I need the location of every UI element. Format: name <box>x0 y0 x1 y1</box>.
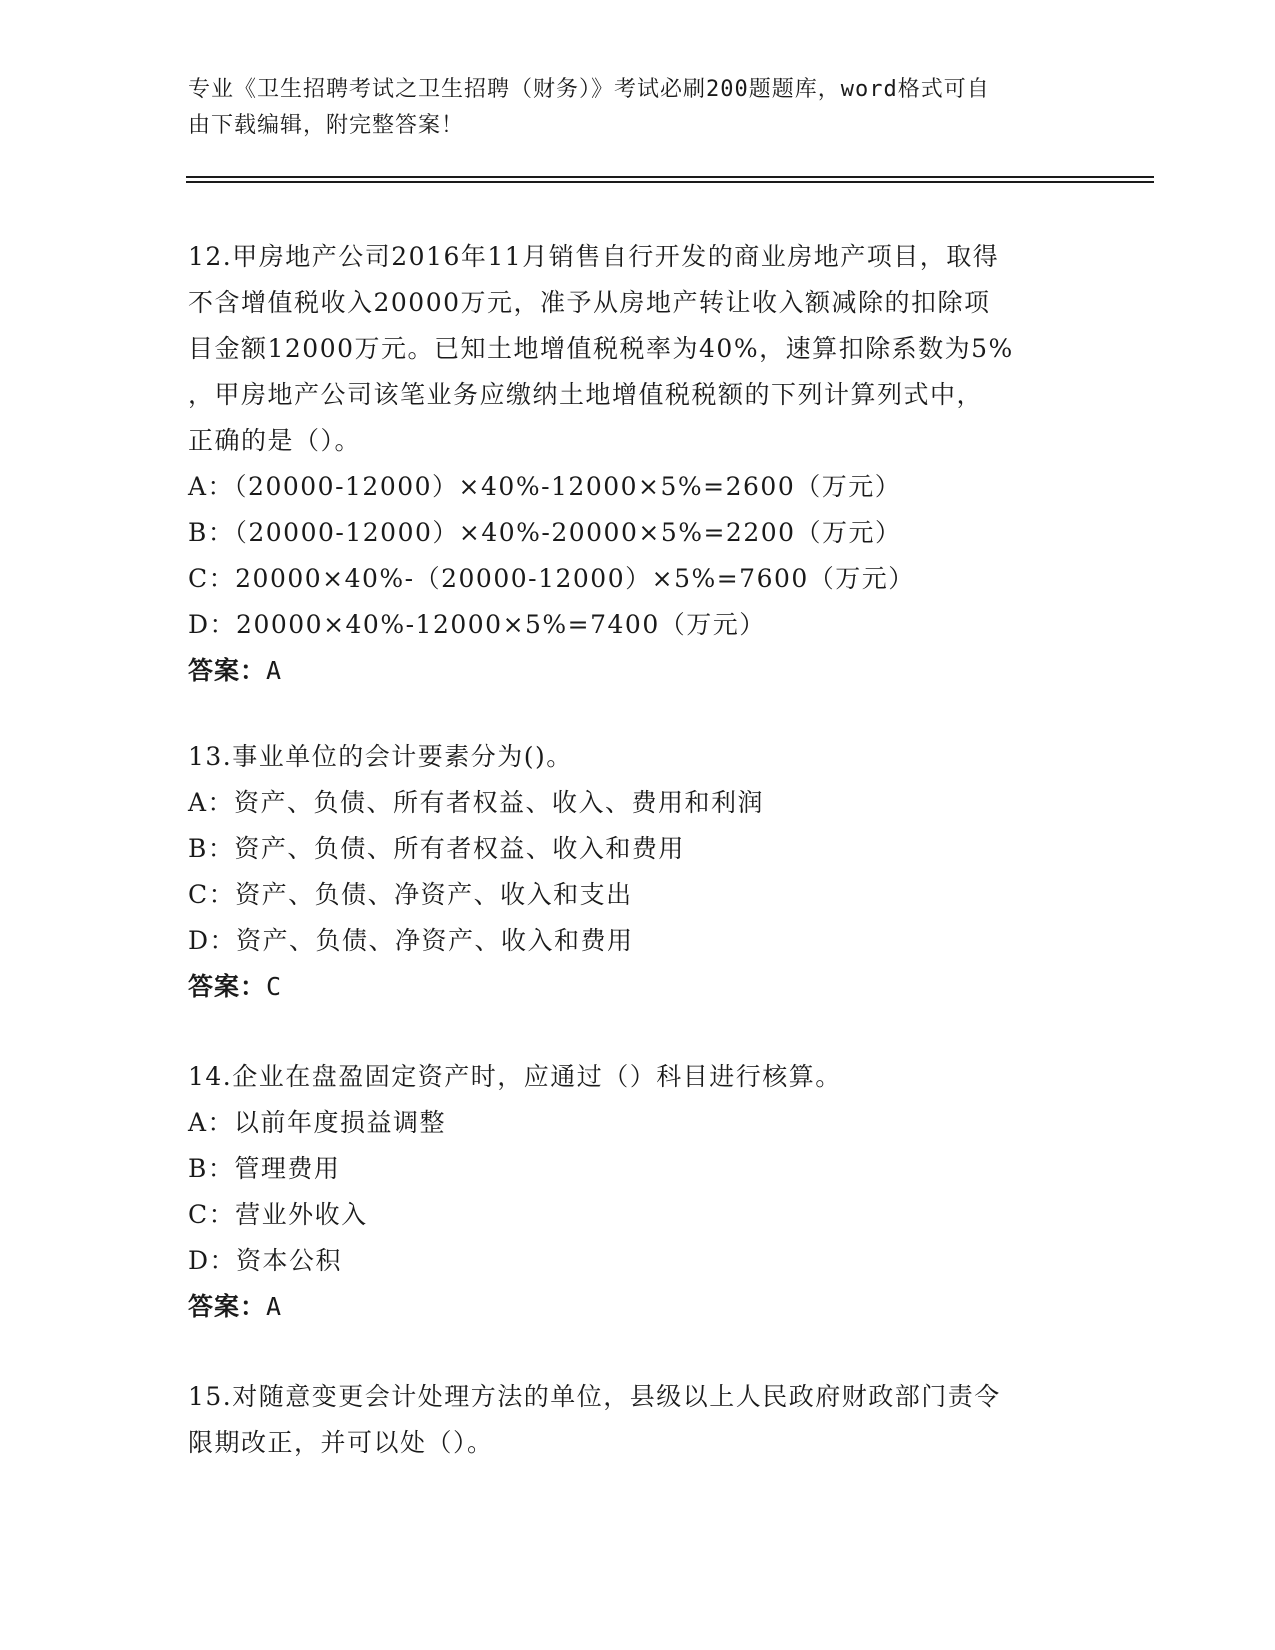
option-c: C：20000×40%-（20000-12000）×5%=7600（万元） <box>188 564 915 593</box>
question-15 <box>188 1374 1088 1466</box>
question-text-line: 12.甲房地产公司2016年11月销售自行开发的商业房地产项目，取得 <box>188 242 1000 271</box>
option-c: C：资产、负债、净资产、收入和支出 <box>188 880 633 909</box>
option-b: B：资产、负债、所有者权益、收入和费用 <box>188 834 685 863</box>
answer-label: 答案： <box>188 1292 267 1321</box>
option-a: A：（20000-12000）×40%-12000×5%=2600（万元） <box>188 472 902 501</box>
option-a: A：资产、负债、所有者权益、收入、费用和利润 <box>188 788 765 817</box>
header-divider-bottom <box>186 181 1154 183</box>
question-12 <box>188 234 1088 694</box>
question-text-line: 15.对随意变更会计处理方法的单位，县级以上人民政府财政部门责令 <box>188 1382 1001 1411</box>
question-text-line: 14.企业在盘盈固定资产时，应通过（）科目进行核算。 <box>188 1062 842 1091</box>
answer-value: A <box>266 1292 283 1321</box>
answer-line <box>188 964 1088 1010</box>
question-text-line: 目金额12000万元。已知土地增值税税率为40%，速算扣除系数为5% <box>188 334 1014 363</box>
answer-line <box>188 1284 1088 1330</box>
option-d: D：资本公积 <box>188 1246 343 1275</box>
question-text-line: 13.事业单位的会计要素分为()。 <box>188 742 573 771</box>
question-text-line: ，甲房地产公司该笔业务应缴纳土地增值税税额的下列计算列式中， <box>188 380 984 409</box>
header-divider-top <box>186 176 1154 178</box>
answer-value: A <box>266 656 283 685</box>
document-header <box>188 72 1068 144</box>
option-c: C：营业外收入 <box>188 1200 368 1229</box>
option-b: B：管理费用 <box>188 1154 341 1183</box>
answer-value: C <box>266 972 283 1001</box>
header-line-2: 由下载编辑，附完整答案！ <box>188 113 465 138</box>
header-line-1: 专业《卫生招聘考试之卫生招聘（财务）》考试必刷200题题库，word格式可自 <box>188 77 990 102</box>
question-text-line: 限期改正，并可以处（）。 <box>188 1428 494 1457</box>
question-text-line: 正确的是（）。 <box>188 426 362 455</box>
question-13 <box>188 734 1088 1010</box>
question-text-line: 不含增值税收入20000万元，准予从房地产转让收入额减除的扣除项 <box>188 288 991 317</box>
answer-label: 答案： <box>188 972 267 1001</box>
question-14 <box>188 1054 1088 1330</box>
option-a: A：以前年度损益调整 <box>188 1108 447 1137</box>
option-d: D：20000×40%-12000×5%=7400（万元） <box>188 610 766 639</box>
option-b: B：（20000-12000）×40%-20000×5%=2200（万元） <box>188 518 902 547</box>
option-d: D：资产、负债、净资产、收入和费用 <box>188 926 634 955</box>
answer-line <box>188 648 1088 694</box>
answer-label: 答案： <box>188 656 267 685</box>
